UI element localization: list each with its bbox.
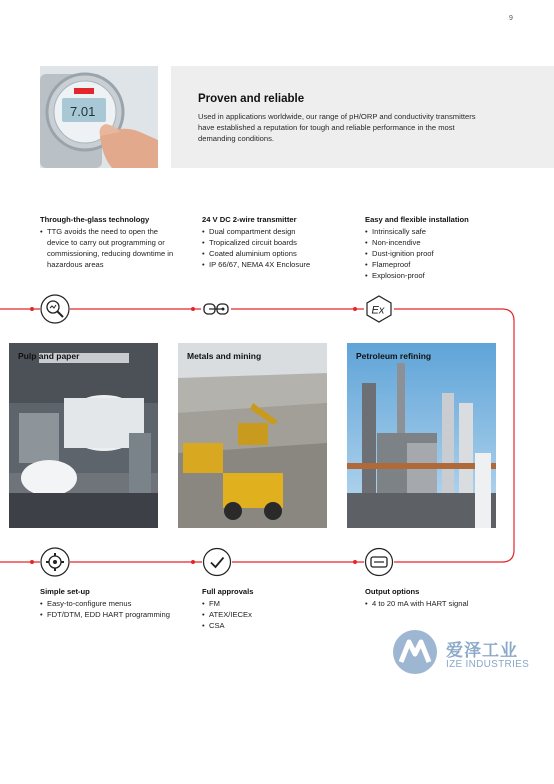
feature-item: • FDT/DTM, EDD HART programming [40,609,190,620]
feature-title: Full approvals [202,587,254,596]
feature-item: • ATEX/IECEx [202,609,352,620]
photo-title: Metals and mining [187,351,262,361]
hero-text: Used in applications worldwide, our range of pH/ORP and conductivity transmitters have established a reputation for tough and reliable performance in the most demanding conditions. [198,112,476,143]
feature-item: • Flameproof [365,259,515,270]
feature-item: • Dust-ignition proof [365,248,515,259]
feature-item: • Coated aluminium options [202,248,352,259]
feature-item: • TTG avoids the need to open the device to carry out programming or commissioning, reducing downtime in hazardous areas [40,226,180,270]
feature-title: Through-the-glass technology [40,215,150,224]
feature-title: 24 V DC 2-wire transmitter [202,215,297,224]
feature-title: Easy and flexible installation [365,215,469,224]
feature-item: • Dual compartment design [202,226,352,237]
photo-pulp-and-paper [9,343,158,528]
feature-item: • Tropicalized circuit boards [202,237,352,248]
watermark-logo-icon [391,628,439,676]
magnifier-icon [40,294,70,324]
connector-icon [201,294,231,324]
feature-setup [40,586,190,620]
feature-item: • 4 to 20 mA with HART signal [365,598,515,609]
checkmark-icon [202,547,232,577]
feature-item: • CSA [202,620,352,631]
page-number: 9 [509,15,513,22]
feature-title: Output options [365,587,420,596]
feature-title: Simple set-up [40,587,90,596]
feature-item: • Non-incendive [365,237,515,248]
feature-item: • IP 66/67, NEMA 4X Enclosure [202,259,352,270]
feature-approvals [202,586,352,631]
feature-output [365,586,515,609]
feature-item: • Explosion-proof [365,270,515,281]
settings-gear-icon [40,547,70,577]
watermark-english: IZE INDUSTRIES [446,659,530,670]
watermark-chinese: 爱泽工业 [446,641,518,660]
output-signal-icon [364,547,394,577]
photo-title: Petroleum refining [356,351,432,361]
feature-item: • Intrinsically safe [365,226,515,237]
photo-metals-and-mining [178,343,327,528]
feature-item: • Easy-to-configure menus [40,598,190,609]
ex-icon [364,294,394,324]
photo-title: Pulp and paper [18,351,80,361]
photo-petroleum-refining [347,343,496,528]
hero-title: Proven and reliable [198,93,305,105]
feature-item: • FM [202,598,352,609]
svg-text:Ex: Ex [371,304,385,317]
svg-text:7.01: 7.01 [70,104,96,119]
